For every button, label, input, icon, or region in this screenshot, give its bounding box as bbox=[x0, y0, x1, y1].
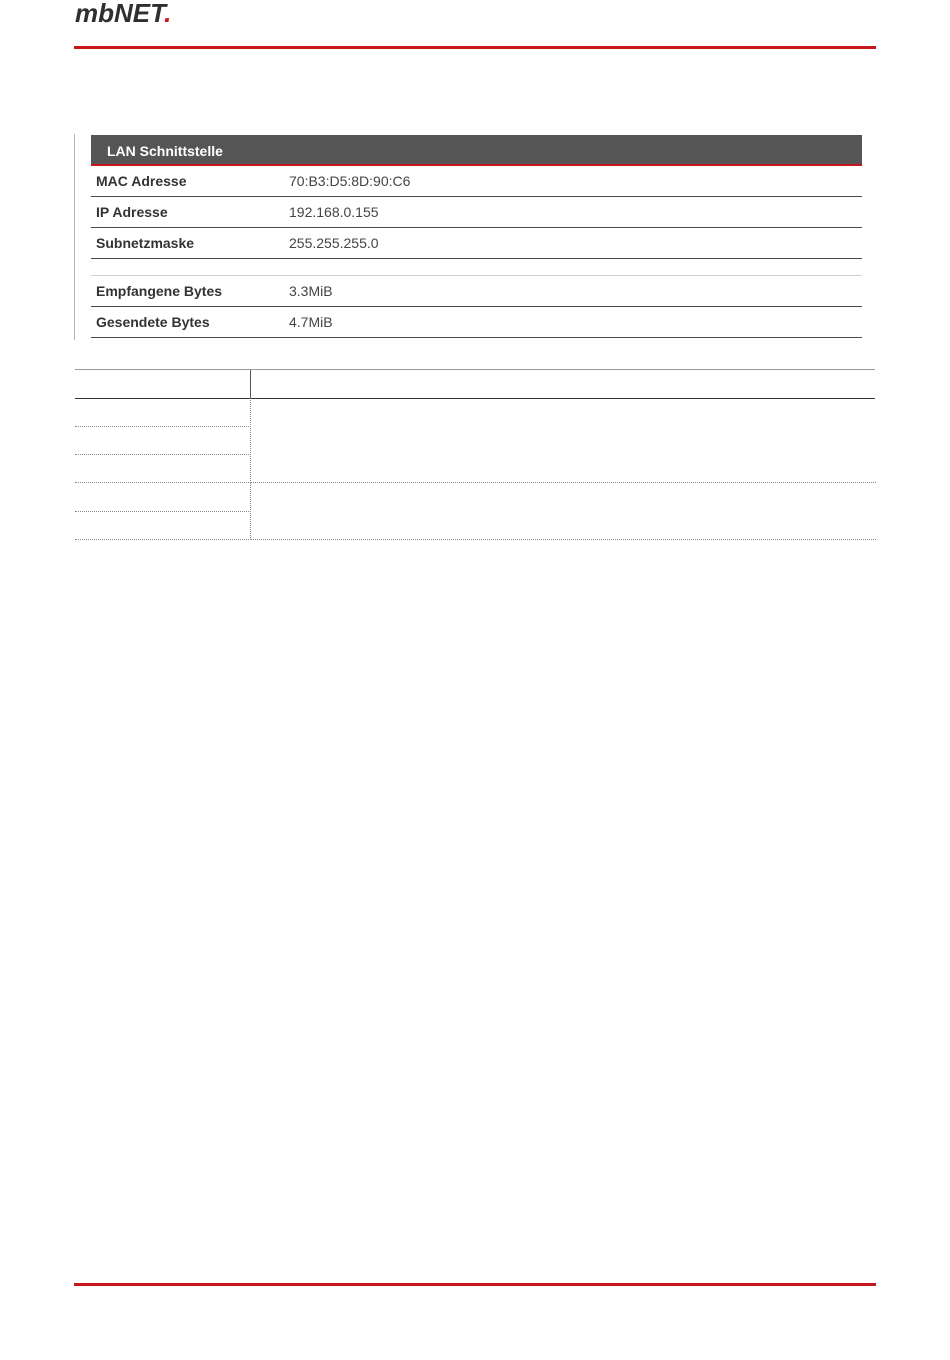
table-cell bbox=[75, 398, 249, 427]
logo-dot: . bbox=[164, 0, 172, 28]
screenshot-frame-line bbox=[74, 134, 75, 340]
table-row-mac bbox=[91, 166, 862, 197]
documentation-table bbox=[75, 369, 875, 399]
table-cell bbox=[75, 483, 249, 512]
row-value: 255.255.255.0 bbox=[289, 235, 379, 251]
row-value: 70:B3:D5:8D:90:C6 bbox=[289, 173, 411, 189]
row-label: IP Adresse bbox=[96, 204, 168, 220]
mbnet-logo bbox=[75, 0, 171, 26]
table-cell bbox=[75, 427, 249, 455]
panel-title: LAN Schnittstelle bbox=[91, 135, 862, 166]
lan-interface-panel bbox=[91, 135, 862, 338]
table-row-subnet bbox=[91, 228, 862, 259]
footer-rule bbox=[74, 1283, 876, 1286]
row-label: MAC Adresse bbox=[96, 173, 187, 189]
table-cell bbox=[75, 455, 249, 483]
row-label: Subnetzmaske bbox=[96, 235, 195, 251]
documentation-table-header bbox=[75, 369, 875, 399]
table-row-group-1 bbox=[75, 398, 875, 483]
row-label: Empfangene Bytes bbox=[96, 283, 223, 299]
row-value: 4.7MiB bbox=[289, 314, 333, 330]
row-value: 192.168.0.155 bbox=[289, 204, 379, 220]
table-row-ip bbox=[91, 197, 862, 228]
header-rule bbox=[74, 46, 876, 49]
section-spacer bbox=[91, 259, 862, 276]
logo-text: mbNET bbox=[75, 0, 165, 28]
table-row-sent-bytes bbox=[91, 307, 862, 338]
table-row-received-bytes bbox=[91, 276, 862, 307]
table-row-group-2 bbox=[75, 483, 875, 540]
table-cell bbox=[250, 398, 876, 483]
header-column-divider bbox=[250, 370, 251, 398]
row-value: 3.3MiB bbox=[289, 283, 333, 299]
row-label: Gesendete Bytes bbox=[96, 314, 210, 330]
table-cell bbox=[250, 483, 876, 540]
table-cell bbox=[75, 512, 249, 540]
